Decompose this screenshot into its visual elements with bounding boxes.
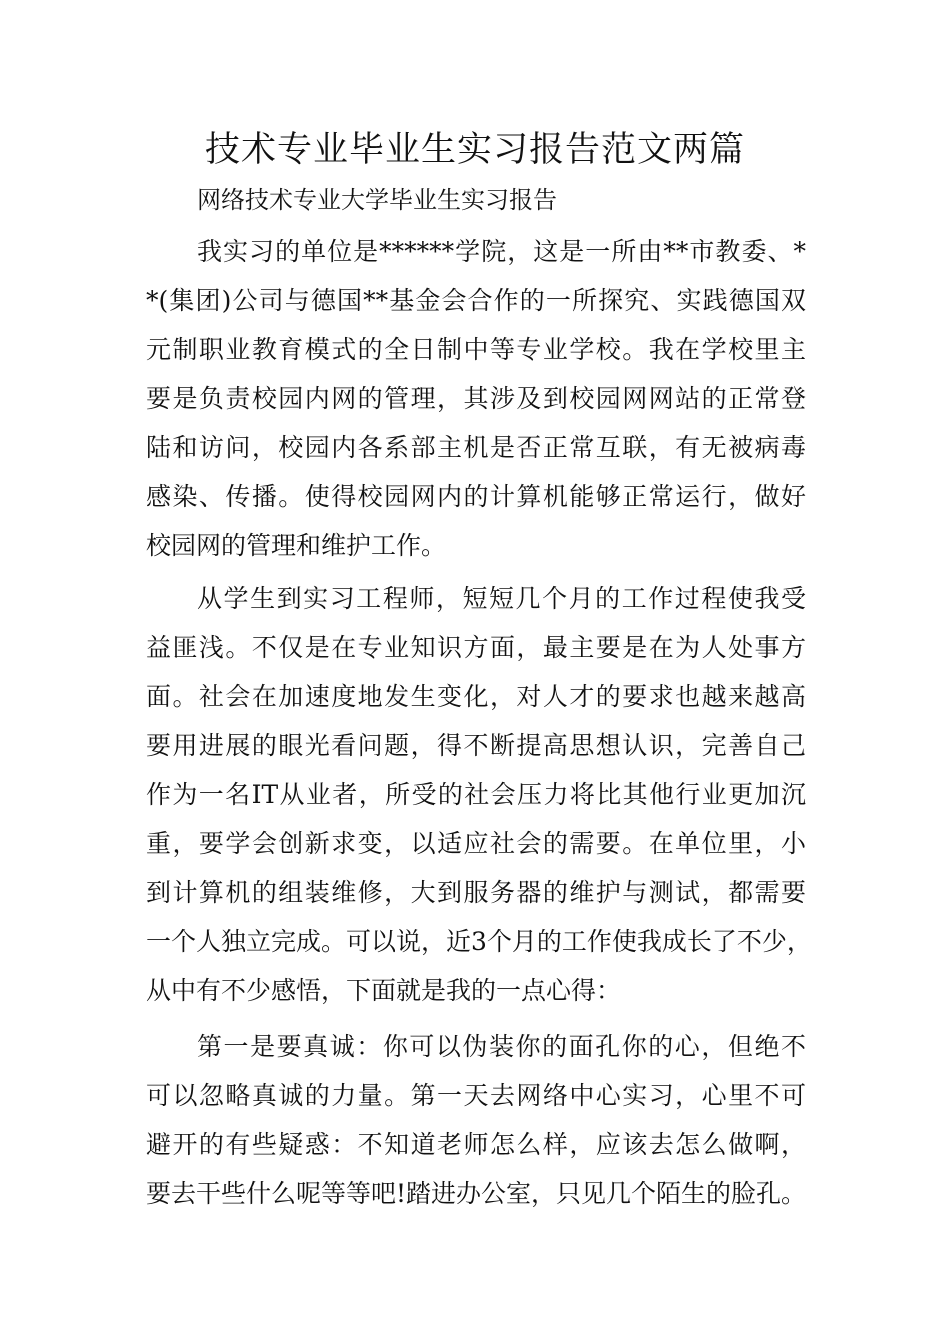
paragraph-2 — [146, 574, 812, 1015]
paragraph-line: 元制职业教育模式的全日制中等专业学校。我在学校里主 — [146, 335, 806, 364]
paragraph-line: 从学生到实习工程师，短短几个月的工作过程使我受 — [197, 584, 806, 613]
paragraph-line: 益匪浅。不仅是在专业知识方面，最主要是在为人处事方 — [146, 633, 806, 662]
paragraph-line: 校园网的管理和维护工作。 — [146, 531, 447, 560]
paragraph-line: 陆和访问，校园内各系部主机是否正常互联，有无被病毒 — [146, 433, 806, 462]
paragraph-line: 从中有不少感悟，下面就是我的一点心得： — [146, 976, 622, 1005]
paragraph-1 — [146, 227, 806, 570]
paragraph-line: 我实习的单位是******学院，这是一所由**市教委、* — [197, 237, 806, 266]
paragraph-line: 避开的有些疑惑：不知道老师怎么样，应该去怎么做啊， — [146, 1130, 806, 1159]
paragraph-line: 可以忽略真诚的力量。第一天去网络中心实习，心里不可 — [146, 1081, 806, 1110]
paragraph-line: 要用进展的眼光看问题，得不断提高思想认识，完善自己 — [146, 731, 806, 760]
document-subtitle: 网络技术专业大学毕业生实习报告 — [197, 186, 557, 214]
paragraph-line: 作为一名IT从业者，所受的社会压力将比其他行业更加沉 — [146, 780, 806, 809]
document-title: 技术专业毕业生实习报告范文两篇 — [204, 130, 745, 170]
paragraph-line: 重，要学会创新求变，以适应社会的需要。在单位里，小 — [146, 829, 806, 858]
paragraph-line: 面。社会在加速度地发生变化，对人才的要求也越来越高 — [146, 682, 806, 711]
paragraph-line: 一个人独立完成。可以说，近3个月的工作使我成长了不少， — [146, 927, 812, 956]
paragraph-line: *(集团)公司与德国**基金会合作的一所探究、实践德国双 — [146, 286, 806, 315]
paragraph-line: 第一是要真诚：你可以伪装你的面孔你的心，但绝不 — [197, 1032, 806, 1061]
paragraph-line: 要是负责校园内网的管理，其涉及到校园网网站的正常登 — [146, 384, 806, 413]
paragraph-line: 要去干些什么呢等等吧!踏进办公室，只见几个陌生的脸孔。 — [146, 1179, 807, 1208]
paragraph-line: 到计算机的组装维修，大到服务器的维护与测试，都需要 — [146, 878, 806, 907]
paragraph-3 — [146, 1022, 806, 1218]
paragraph-line: 感染、传播。使得校园网内的计算机能够正常运行，做好 — [146, 482, 806, 511]
